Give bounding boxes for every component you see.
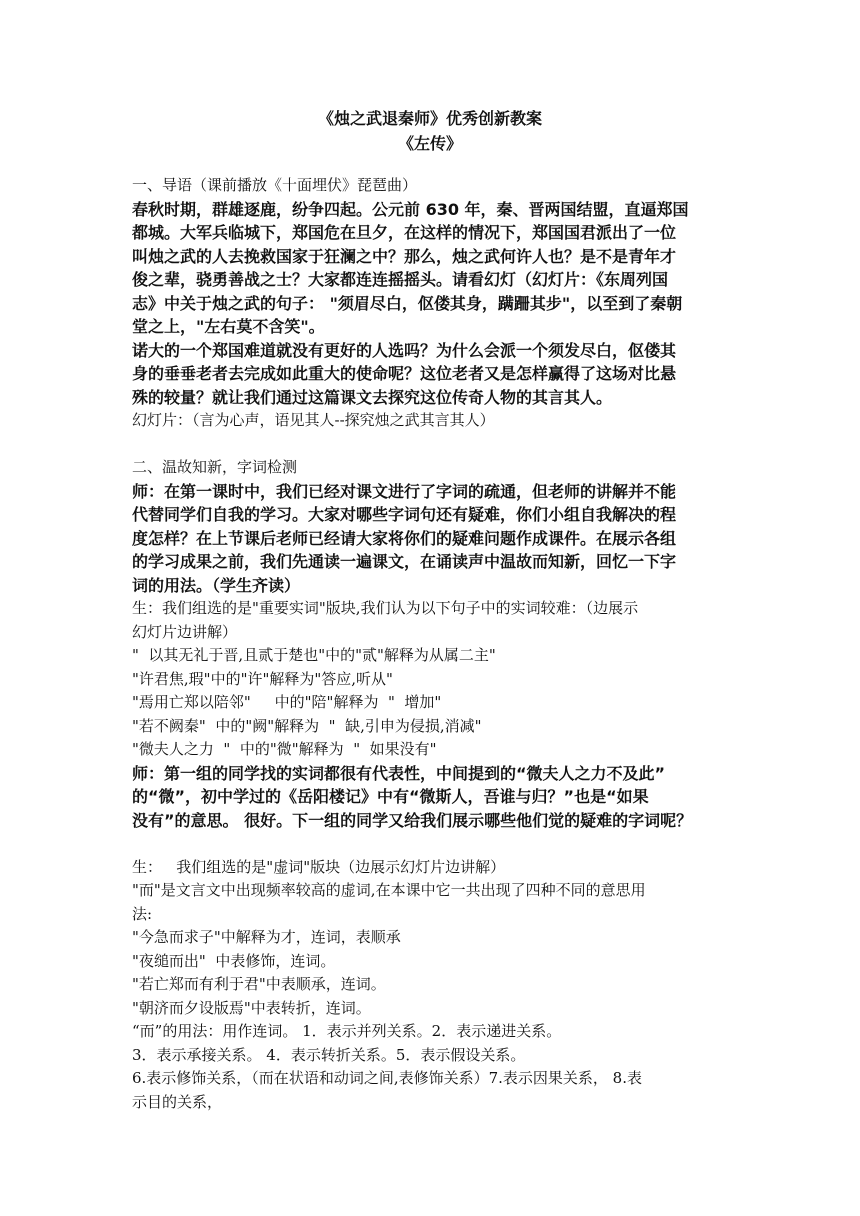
text-line: "朝济而夕设版焉"中表转折，连词。 xyxy=(132,998,371,1017)
text-line: 3．表示承接关系。 4．表示转折关系。5．表示假设关系。 xyxy=(132,1045,526,1064)
text-line: 师：第一组的同学找的实词都很有代表性，中间提到的“微夫人之力不及此” xyxy=(132,763,666,783)
text-line: 殊的较量？就让我们通过这篇课文去探究这位传奇人物的其言其人。 xyxy=(132,387,613,407)
text-line: 二、温故知新，字词检测 xyxy=(132,458,298,476)
text-line: 的“微”，初中学过的《岳阳楼记》中有“微斯人，吾谁与归？”也是“如果 xyxy=(132,787,649,806)
text-line: 志》中关于烛之武的句子： "须眉尽白，伛偻其身，蹒跚其步"，以至到了秦朝 xyxy=(132,293,683,313)
text-line: "微夫人之力 " 中的"微"解释为 " 如果没有" xyxy=(132,740,437,758)
text-line: "若不阙秦" 中的"阙"解释为 " 缺,引申为侵损,消减" xyxy=(132,716,482,735)
text-line: "许君焦,瑕"中的"许"解释为"答应,听从" xyxy=(132,669,393,688)
text-line: 身的垂垂老者去完成如此重大的使命呢？这位老者又是怎样赢得了这场对比悬 xyxy=(132,364,677,383)
text-line: 堂之上，"左右莫不含笑"。 xyxy=(132,317,325,336)
text-line: 示目的关系， xyxy=(132,1092,223,1111)
text-line: 俊之辈，骁勇善战之士？大家都连连摇摇头。请看幻灯（幻灯片：《东周列国 xyxy=(132,270,669,289)
text-line: 幻灯片：（言为心声，语见其人--探究烛之武其言其人） xyxy=(132,411,495,429)
text-line: 度怎样？在上节课后老师已经请大家将你们的疑难问题作成课件。在展示各组 xyxy=(132,528,677,548)
document-body xyxy=(132,174,732,1114)
text-line: 法: xyxy=(132,904,153,923)
text-line: 的学习成果之前，我们先通读一遍课文，在诵读声中温故而知新，回忆一下字 xyxy=(132,552,677,571)
text-line: 没有”的意思。 很好。下一组的同学又给我们展示哪些他们觉的疑难的字词呢？ xyxy=(132,810,693,830)
text-line: 代替同学们自我的学习。大家对哪些字词句还有疑难，你们小组自我解决的程 xyxy=(132,505,677,524)
text-line: 幻灯片边讲解） xyxy=(132,622,238,641)
document-subtitle: 《左传》 xyxy=(397,134,462,153)
text-line: "若亡郑而有利于君"中表顺承，连词。 xyxy=(132,975,386,993)
text-line: 6.表示修饰关系，（而在状语和动词之间,表修饰关系）7.表示因果关系， 8.表 xyxy=(132,1069,642,1087)
text-line: "夜缒而出" 中表修饰，连词。 xyxy=(132,951,336,970)
text-line: 都城。大军兵临城下，郑国危在旦夕，在这样的情况下，郑国国君派出了一位 xyxy=(132,223,677,242)
text-line: 一、导语（课前播放《十面埋伏》琵琶曲） xyxy=(132,176,418,194)
text-line: "而"是文言文中出现频率较高的虚词,在本课中它一共出现了四种不同的意思用 xyxy=(132,881,646,899)
text-line: 师：在第一课时中，我们已经对课文进行了字词的疏通，但老师的讲解并不能 xyxy=(132,481,677,501)
text-line: 叫烛之武的人去挽救国家于狂澜之中？那么，烛之武何许人也？是不是青年才 xyxy=(132,246,677,266)
text-line: 生： 我们组选的是"虚词"版块（边展示幻灯片边讲解） xyxy=(132,857,506,876)
blank-line xyxy=(132,433,732,457)
text-line: 诺大的一个郑国难道就没有更好的人选吗？为什么会派一个须发尽白，伛偻其 xyxy=(132,340,677,360)
text-line: 生：我们组选的是"重要实词"版块,我们认为以下句子中的实词较难：（边展示 xyxy=(132,599,639,617)
document-title: 《烛之武退秦师》优秀创新教案 xyxy=(317,109,542,128)
text-line: "今急而求子"中解释为才，连词，表顺承 xyxy=(132,928,401,946)
text-line: " 以其无礼于晋,且贰于楚也"中的"贰"解释为从属二主" xyxy=(132,646,496,664)
text-line: “而”的用法：用作连词。 1．表示并列关系。2．表示递进关系。 xyxy=(132,1022,562,1040)
text-line: 词的用法。（学生齐读） xyxy=(132,575,301,595)
text-line: 春秋时期，群雄逐鹿，纷争四起。公元前 630 年，秦、晋两国结盟，直逼郑国 xyxy=(132,199,689,219)
text-line: "焉用亡郑以陪邻" 中的"陪"解释为 " 增加" xyxy=(132,693,442,711)
blank-line xyxy=(132,832,732,856)
